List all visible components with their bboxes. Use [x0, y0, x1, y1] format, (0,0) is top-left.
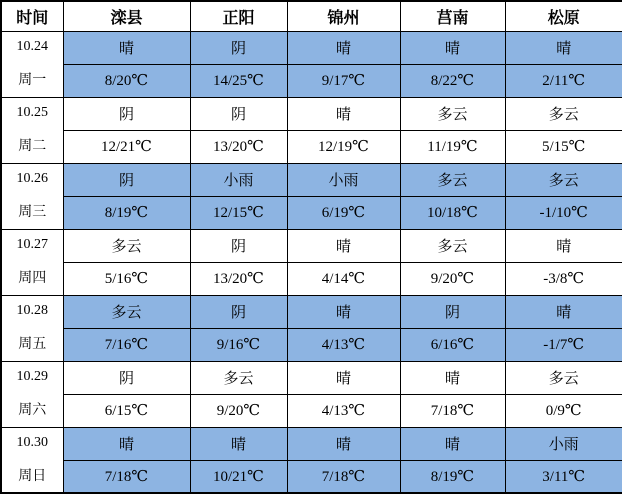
temp-cell: 13/20℃ [190, 262, 287, 295]
temp-cell: 12/15℃ [190, 196, 287, 229]
weather-cell: 晴 [63, 31, 190, 64]
temp-cell: 11/19℃ [400, 130, 505, 163]
weather-cell: 晴 [287, 295, 400, 328]
temp-cell: 0/9℃ [505, 394, 622, 427]
weather-row [1, 427, 622, 460]
weather-cell: 晴 [287, 427, 400, 460]
weather-cell: 阴 [190, 97, 287, 130]
date-label: 10.27 [16, 237, 48, 252]
temp-cell: -1/10℃ [505, 196, 622, 229]
weather-cell: 晴 [505, 229, 622, 262]
temp-cell: 7/18℃ [63, 460, 190, 493]
temp-cell: 5/15℃ [505, 130, 622, 163]
temp-cell: 6/16℃ [400, 328, 505, 361]
weather-cell: 晴 [400, 361, 505, 394]
weather-cell: 多云 [400, 97, 505, 130]
weather-cell: 阴 [400, 295, 505, 328]
weather-cell: 晴 [505, 31, 622, 64]
temp-cell: 6/19℃ [287, 196, 400, 229]
weather-cell: 多云 [505, 361, 622, 394]
temp-cell: 9/16℃ [190, 328, 287, 361]
temp-cell: -1/7℃ [505, 328, 622, 361]
temp-cell: -3/8℃ [505, 262, 622, 295]
header-cell-city-1: 滦县 [63, 1, 190, 31]
weather-cell: 晴 [505, 295, 622, 328]
date-cell [1, 229, 63, 295]
temp-cell: 14/25℃ [190, 64, 287, 97]
weather-cell: 晴 [287, 229, 400, 262]
temp-cell: 8/19℃ [63, 196, 190, 229]
weather-cell: 晴 [400, 427, 505, 460]
temp-row [1, 64, 622, 97]
weekday-label: 周二 [18, 139, 47, 154]
temp-cell: 9/17℃ [287, 64, 400, 97]
date-label: 10.29 [16, 369, 48, 384]
temp-cell: 7/18℃ [400, 394, 505, 427]
temp-cell: 6/15℃ [63, 394, 190, 427]
date-cell [1, 361, 63, 427]
weather-row [1, 361, 622, 394]
header-cell-city-4: 莒南 [400, 1, 505, 31]
weather-row [1, 31, 622, 64]
weather-cell: 多云 [63, 295, 190, 328]
weekday-label: 周三 [18, 205, 47, 220]
temp-cell: 4/13℃ [287, 394, 400, 427]
date-label: 10.25 [16, 105, 48, 120]
weather-cell: 小雨 [287, 163, 400, 196]
temp-cell: 8/22℃ [400, 64, 505, 97]
temp-row [1, 394, 622, 427]
weather-cell: 晴 [287, 361, 400, 394]
temp-row [1, 262, 622, 295]
weather-cell: 晴 [400, 31, 505, 64]
date-label: 10.26 [16, 171, 48, 186]
header-cell-city-2: 正阳 [190, 1, 287, 31]
temp-cell: 5/16℃ [63, 262, 190, 295]
temp-row [1, 328, 622, 361]
weather-cell: 小雨 [505, 427, 622, 460]
date-cell [1, 295, 63, 361]
temp-cell: 7/16℃ [63, 328, 190, 361]
temp-cell: 9/20℃ [400, 262, 505, 295]
weather-row [1, 229, 622, 262]
temp-cell: 4/13℃ [287, 328, 400, 361]
weekday-label: 周日 [18, 468, 47, 484]
header-cell-time: 时间 [1, 1, 63, 31]
header-cell-city-3: 锦州 [287, 1, 400, 31]
weather-cell: 多云 [505, 163, 622, 196]
weekday-label: 周一 [18, 73, 47, 88]
date-label: 10.28 [16, 303, 48, 318]
weather-cell: 阴 [190, 295, 287, 328]
weather-cell: 阴 [190, 31, 287, 64]
date-cell [1, 163, 63, 229]
temp-cell: 12/19℃ [287, 130, 400, 163]
weather-cell: 阴 [63, 163, 190, 196]
temp-cell: 7/18℃ [287, 460, 400, 493]
weather-cell: 晴 [190, 427, 287, 460]
weekday-label: 周六 [18, 403, 47, 418]
weather-cell: 多云 [505, 97, 622, 130]
weather-cell: 阴 [190, 229, 287, 262]
temp-cell: 2/11℃ [505, 64, 622, 97]
temp-row [1, 130, 622, 163]
weather-cell: 阴 [63, 97, 190, 130]
header-cell-city-5: 松原 [505, 1, 622, 31]
temp-cell: 10/18℃ [400, 196, 505, 229]
temp-cell: 4/14℃ [287, 262, 400, 295]
weather-cell: 多云 [400, 163, 505, 196]
weather-row [1, 295, 622, 328]
date-cell [1, 31, 63, 97]
temp-cell: 8/19℃ [400, 460, 505, 493]
temp-cell: 9/20℃ [190, 394, 287, 427]
weekday-label: 周四 [18, 271, 47, 286]
weather-cell: 阴 [63, 361, 190, 394]
temp-cell: 12/21℃ [63, 130, 190, 163]
weather-cell: 多云 [190, 361, 287, 394]
temp-cell: 3/11℃ [505, 460, 622, 493]
temp-cell: 8/20℃ [63, 64, 190, 97]
date-label: 10.30 [16, 434, 48, 450]
temp-cell: 13/20℃ [190, 130, 287, 163]
weekday-label: 周五 [18, 337, 47, 352]
header-row [1, 1, 622, 31]
weather-cell: 小雨 [190, 163, 287, 196]
weather-cell: 晴 [287, 97, 400, 130]
date-cell [1, 427, 63, 493]
weather-cell: 多云 [63, 229, 190, 262]
date-cell [1, 97, 63, 163]
temp-row [1, 196, 622, 229]
weather-cell: 多云 [400, 229, 505, 262]
date-label: 10.24 [16, 39, 48, 54]
weather-row [1, 163, 622, 196]
weather-cell: 晴 [287, 31, 400, 64]
temp-row [1, 460, 622, 493]
weather-cell: 晴 [63, 427, 190, 460]
temp-cell: 10/21℃ [190, 460, 287, 493]
weather-row [1, 97, 622, 130]
